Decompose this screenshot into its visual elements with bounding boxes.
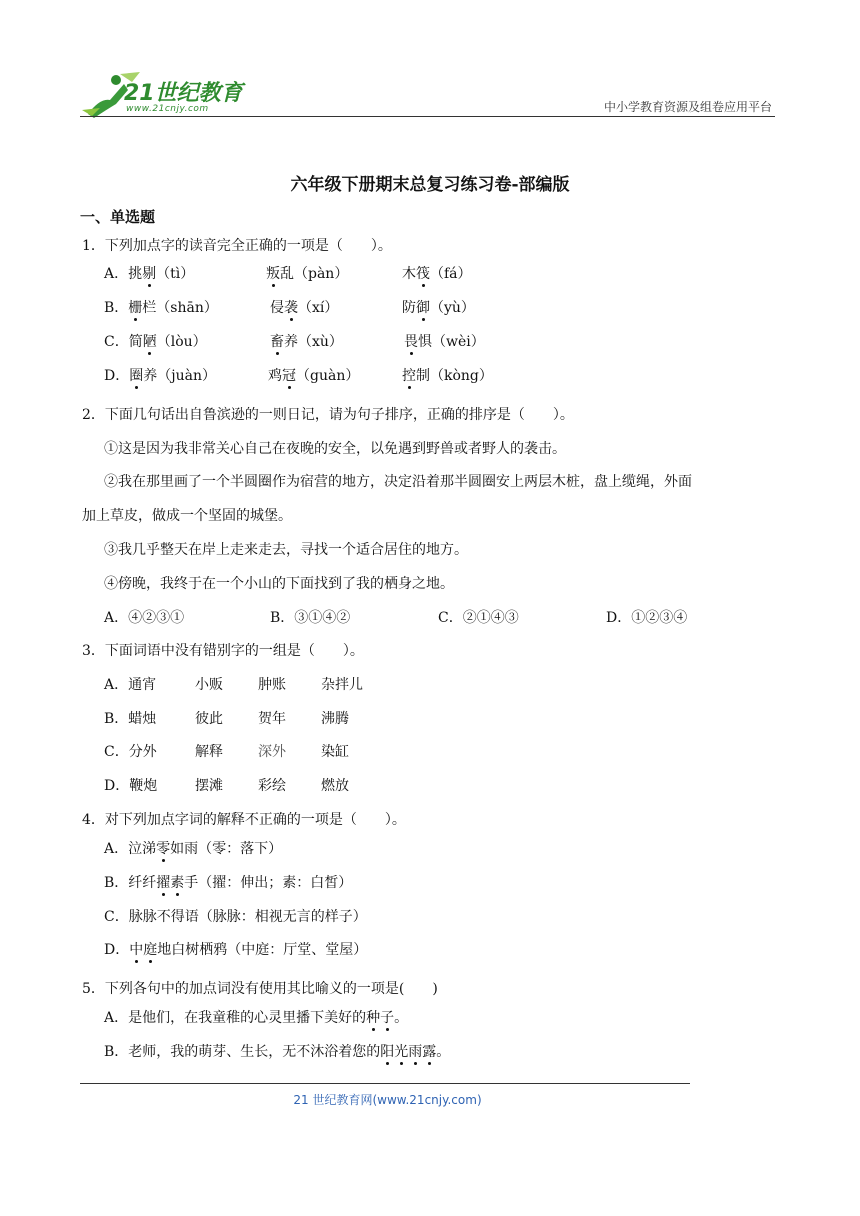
- q1-option-c-3: 畏惧（wèi）: [404, 334, 485, 350]
- q3-option-d: D．鞭炮: [104, 778, 158, 794]
- q1-option-c: C．简陋（lòu）: [104, 334, 207, 350]
- q3-option-b: B．蜡烛: [104, 711, 157, 727]
- q4-option-a: A．泣涕零如雨（零：落下）: [104, 841, 283, 857]
- q1-option-b: B．栅栏（shān）: [104, 300, 218, 316]
- q4-stem: 4．对下列加点字词的解释不正确的一项是（ ）。: [82, 812, 406, 828]
- q4-option-d: D．中庭地白树栖鸦（中庭：厅堂、堂屋）: [104, 942, 368, 958]
- q1-option-b-3: 防御（yù）: [402, 300, 475, 316]
- header-divider: [80, 116, 775, 117]
- q3-word: 摆滩: [195, 778, 223, 794]
- q2-sentence-2-cont: 加上草皮，做成一个坚固的城堡。: [82, 508, 292, 524]
- page-title: 六年级下册期末总复习练习卷-部编版: [290, 175, 570, 195]
- q3-option-c: C．分外: [104, 744, 157, 760]
- q5-option-b: B．老师，我的萌芽、生长，无不沐浴着您的阳光雨露。: [104, 1044, 451, 1060]
- q3-word: 沸腾: [321, 711, 349, 727]
- section-heading: 一、单选题: [80, 208, 156, 226]
- header-slogan: 中小学教育资源及组卷应用平台: [603, 100, 772, 114]
- q3-word: 贺年: [258, 711, 286, 727]
- q1-option-a-2: 叛乱（pàn）: [266, 266, 349, 282]
- q3-word: 彼此: [195, 711, 223, 727]
- q3-option-a: A．通宵: [104, 677, 157, 693]
- q3-word: 染缸: [321, 744, 349, 760]
- q5-option-a: A．是他们，在我童稚的心灵里播下美好的种子。: [104, 1010, 409, 1026]
- q5-stem: 5．下列各句中的加点词没有使用其比喻义的一项是( ): [82, 981, 438, 997]
- q1-option-c-2: 畜养（xù）: [270, 334, 343, 350]
- q3-word: 肿账: [258, 677, 286, 693]
- logo-text: 21世纪教育: [124, 81, 243, 106]
- q1-option-a-3: 木筏（fá）: [402, 266, 472, 282]
- q2-option-c: C．②①④③: [438, 610, 519, 626]
- q1-option-b-2: 侵袭（xí）: [270, 300, 339, 316]
- q1-option-a: A．挑剔（tì）: [104, 266, 195, 282]
- q2-sentence-3: ③我几乎整天在岸上走来走去，寻找一个适合居住的地方。: [104, 542, 468, 558]
- q4-option-b: B．纤纤擢素手（擢：伸出；素：白皙）: [104, 875, 353, 891]
- q2-sentence-1: ①这是因为我非常关心自己在夜晚的安全，以免遇到野兽或者野人的袭击。: [104, 441, 566, 457]
- q2-option-b: B．③①④②: [270, 610, 351, 626]
- q1-stem: 1．下列加点字的读音完全正确的一项是（ ）。: [82, 238, 392, 254]
- footer-text[interactable]: 21 世纪教育网(www.21cnjy.com): [293, 1093, 482, 1107]
- q2-sentence-4: ④傍晚，我终于在一个小山的下面找到了我的栖身之地。: [104, 576, 454, 592]
- q2-sentence-2: ②我在那里画了一个半圆圈作为宿营的地方，决定沿着那半圆圈安上两层木桩，盘上缆绳，外面: [104, 474, 692, 490]
- q3-stem: 3．下面词语中没有错别字的一组是（ ）。: [82, 643, 364, 659]
- q3-word: 小贩: [195, 677, 223, 693]
- logo-url: www.21cnjy.com: [126, 104, 209, 114]
- q2-option-a: A．④②③①: [104, 610, 185, 626]
- q4-option-c: C．脉脉不得语（脉脉：相视无言的样子）: [104, 909, 367, 925]
- q3-word: 杂拌儿: [321, 677, 363, 693]
- q1-option-d: D．圈养（juàn）: [104, 368, 216, 384]
- q3-word: 彩绘: [258, 778, 286, 794]
- q3-word: 燃放: [321, 778, 349, 794]
- footer-divider: [80, 1083, 690, 1084]
- q2-stem: 2．下面几句话出自鲁滨逊的一则日记，请为句子排序，正确的排序是（ ）。: [82, 407, 574, 423]
- q1-option-d-3: 控制（kòng）: [402, 368, 493, 384]
- q3-word: 深外: [258, 744, 286, 760]
- q2-option-d: D．①②③④: [606, 610, 688, 626]
- q3-word: 解释: [195, 744, 223, 760]
- q1-option-d-2: 鸡冠（guàn）: [268, 368, 360, 384]
